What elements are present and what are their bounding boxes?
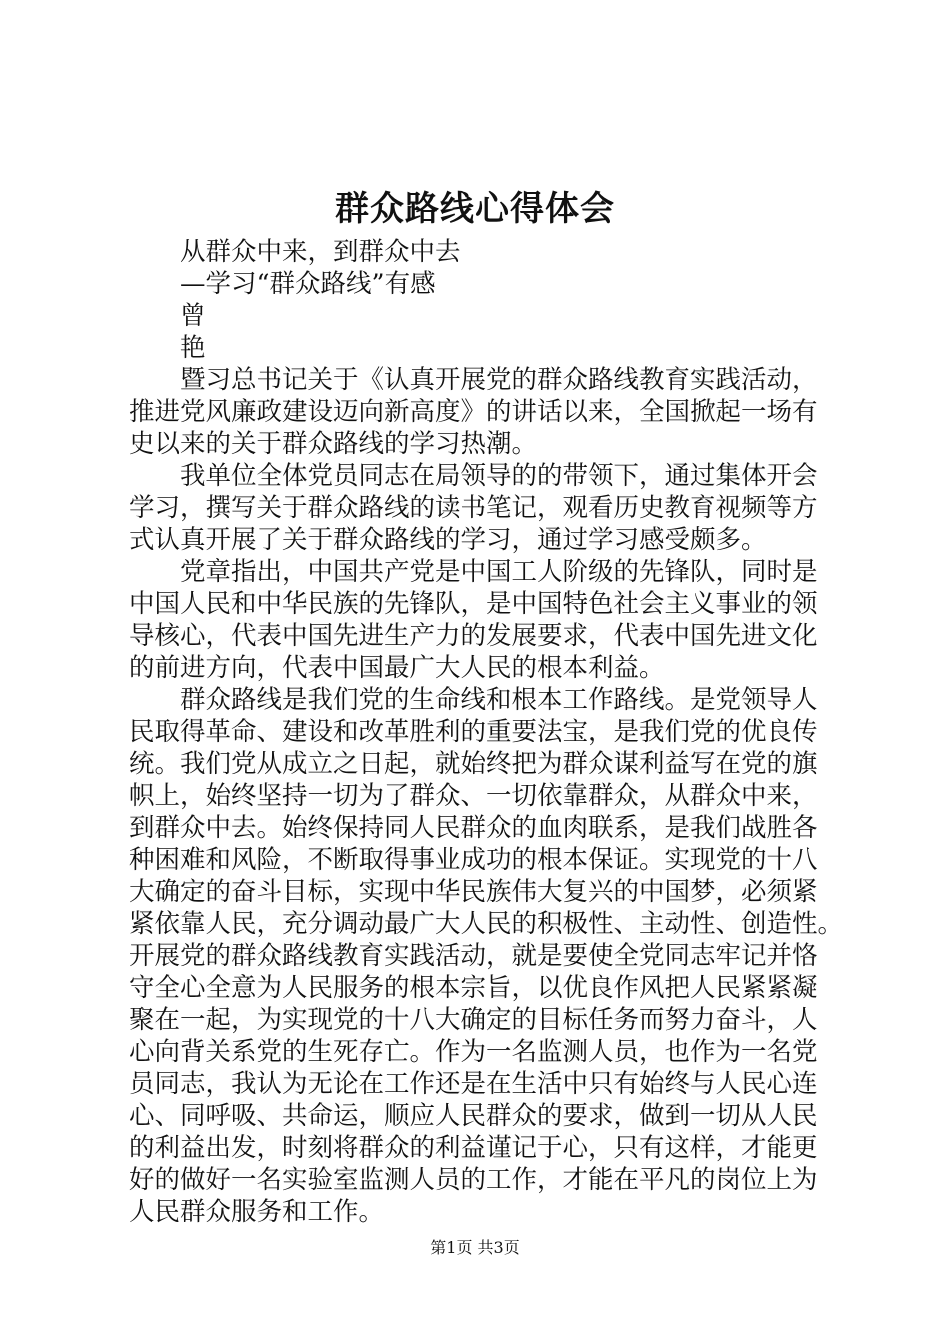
- document-body: [129, 236, 844, 1228]
- author-line: 曾: [180, 301, 206, 331]
- paragraph-line: 式认真开展了关于群众路线的学习，通过学习感受颇多。: [129, 525, 767, 555]
- subtitle-line: —学习“群众路线”有感: [180, 269, 436, 299]
- paragraph-line: 导核心，代表中国先进生产力的发展要求，代表中国先进文化: [129, 621, 818, 651]
- paragraph-line: 心向背关系党的生死存亡。作为一名监测人员，也作为一名党: [129, 1037, 818, 1067]
- paragraph-line: 暨习总书记关于《认真开展党的群众路线教育实践活动，: [180, 365, 818, 395]
- paragraph-line: 帜上，始终坚持一切为了群众、一切依靠群众，从群众中来，: [129, 781, 818, 811]
- paragraph-line: 大确定的奋斗目标，实现中华民族伟大复兴的中国梦，必须紧: [129, 877, 818, 907]
- page-footer: 第1页 共3页: [430, 1238, 520, 1257]
- document-title: 群众路线心得体会: [335, 189, 615, 229]
- paragraph-line: 聚在一起，为实现党的十八大确定的目标任务而努力奋斗，人: [129, 1005, 818, 1035]
- paragraph-line: 人民群众服务和工作。: [129, 1197, 385, 1227]
- paragraph-line: 开展党的群众路线教育实践活动，就是要使全党同志牢记并恪: [129, 941, 818, 971]
- paragraph-line: 种困难和风险，不断取得事业成功的根本保证。实现党的十八: [129, 845, 818, 875]
- paragraph-line: 民取得革命、建设和改革胜利的重要法宝，是我们党的优良传: [129, 717, 818, 747]
- author-line: 艳: [180, 333, 206, 363]
- paragraph-line: 好的做好一名实验室监测人员的工作，才能在平凡的岗位上为: [129, 1165, 818, 1195]
- paragraph-line: 推进党风廉政建设迈向新高度》的讲话以来，全国掀起一场有: [129, 397, 818, 427]
- paragraph-line: 史以来的关于群众路线的学习热潮。: [129, 429, 538, 459]
- paragraph-line: 紧依靠人民，充分调动最广大人民的积极性、主动性、创造性。: [129, 909, 844, 939]
- paragraph-line: 群众路线是我们党的生命线和根本工作路线。是党领导人: [180, 685, 818, 715]
- paragraph-line: 的利益出发，时刻将群众的利益谨记于心，只有这样，才能更: [129, 1133, 818, 1163]
- subtitle-line: 从群众中来，到群众中去: [180, 237, 461, 267]
- paragraph-line: 守全心全意为人民服务的根本宗旨，以优良作风把人民紧紧凝: [129, 973, 818, 1003]
- paragraph-line: 中国人民和中华民族的先锋队，是中国特色社会主义事业的领: [129, 589, 818, 619]
- paragraph-line: 心、同呼吸、共命运，顺应人民群众的要求，做到一切从人民: [129, 1101, 818, 1131]
- paragraph-line: 我单位全体党员同志在局领导的的带领下，通过集体开会: [180, 461, 818, 491]
- paragraph-line: 统。我们党从成立之日起，就始终把为群众谋利益写在党的旗: [129, 749, 818, 779]
- paragraph-line: 到群众中去。始终保持同人民群众的血肉联系，是我们战胜各: [129, 813, 818, 843]
- paragraph-line: 党章指出，中国共产党是中国工人阶级的先锋队，同时是: [180, 557, 818, 587]
- paragraph-line: 员同志，我认为无论在工作还是在生活中只有始终与人民心连: [129, 1069, 818, 1099]
- paragraph-line: 学习，撰写关于群众路线的读书笔记，观看历史教育视频等方: [129, 493, 818, 523]
- paragraph-line: 的前进方向，代表中国最广大人民的根本利益。: [129, 653, 665, 683]
